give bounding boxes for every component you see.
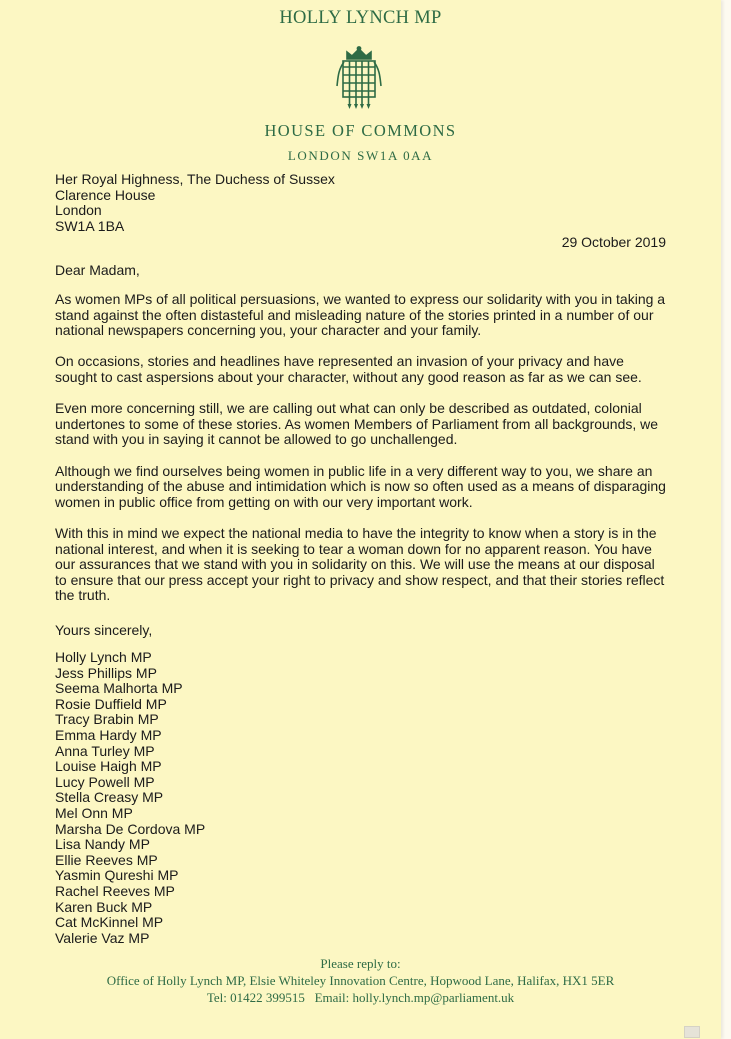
signatory: Ellie Reeves MP	[55, 851, 158, 868]
signatory-list	[55, 650, 205, 946]
letter-footer	[0, 955, 721, 1006]
signatory: Lucy Powell MP	[55, 773, 155, 790]
signatory: Holly Lynch MP	[55, 649, 152, 665]
signatory: Tracy Brabin MP	[55, 711, 159, 728]
salutation: Dear Madam,	[55, 262, 140, 278]
letterhead-house: HOUSE OF COMMONS	[264, 121, 457, 140]
signatory: Seema Malhorta MP	[55, 680, 183, 697]
signatory: Cat McKinnel MP	[55, 914, 164, 931]
signatory: Anna Turley MP	[55, 742, 155, 759]
letter-body	[55, 292, 669, 619]
body-paragraph: Although we find ourselves being women in public life in a very different way to you, we share an understanding of the abuse and intimidation which is now so often used as a means of disparaging women in public office from getting on with our very important work.	[55, 462, 666, 510]
signatory: Marsha De Cordova MP	[55, 820, 206, 837]
reply-label: Please reply to:	[320, 956, 401, 971]
signatory: Lisa Nandy MP	[55, 836, 150, 853]
body-paragraph: On occasions, stories and headlines have represented an invasion of your privacy and have sought to cast aspersions about your character, without any good reason as far as we can see.	[55, 353, 642, 385]
closing: Yours sincerely,	[55, 622, 153, 638]
letterhead-mp-name: HOLLY LYNCH MP	[279, 8, 442, 28]
signatory: Valerie Vaz MP	[55, 929, 150, 946]
signatory: Emma Hardy MP	[55, 726, 162, 743]
signatory: Louise Haigh MP	[55, 758, 162, 775]
body-paragraph: Even more concerning still, we are calling out what can only be described as outdated, colonial undertones to some of these stories. As women Members of Parliament from all backgrounds, we stand with you in saying it cannot be allowed to go unchallenged.	[55, 400, 659, 448]
body-paragraph: As women MPs of all political persuasions, we wanted to express our solidarity with you in taking a stand against the often distasteful and misleading nature of the stories printed in a number of our national newspapers concerning you, your character and your family.	[55, 291, 666, 339]
recipient-line: Her Royal Highness, The Duchess of Sussex	[55, 171, 335, 187]
letterhead-address: LONDON SW1A 0AA	[287, 148, 434, 163]
recipient-line: London	[55, 202, 102, 219]
letter-date: 29 October 2019	[561, 234, 666, 250]
signatory: Yasmin Qureshi MP	[55, 867, 179, 884]
signatory: Karen Buck MP	[55, 898, 153, 915]
signatory: Jess Phillips MP	[55, 664, 157, 681]
page-corner-mark	[684, 1026, 700, 1038]
contact-details: Tel: 01422 399515 Email: holly.lynch.mp@parliament.uk	[206, 990, 515, 1005]
recipient-address	[55, 172, 335, 234]
office-address: Office of Holly Lynch MP, Elsie Whiteley Innovation Centre, Hopwood Lane, Halifax, HX1 5ER	[106, 973, 615, 988]
portcullis-icon	[334, 46, 384, 110]
signatory: Rosie Duffield MP	[55, 695, 167, 712]
signatory: Stella Creasy MP	[55, 789, 164, 806]
recipient-line: SW1A 1BA	[55, 217, 125, 234]
body-paragraph: With this in mind we expect the national media to have the integrity to know when a story is in the national interest, and when it is seeking to tear a woman down for no apparent reason. You have our assurances that we stand with you in solidarity on this. We will use the means at our disposal to ensure that our press accept your right to privacy and show respect, and that their stories reflect the truth.	[55, 524, 665, 604]
signatory: Rachel Reeves MP	[55, 882, 175, 899]
signatory: Mel Onn MP	[55, 804, 133, 821]
recipient-line: Clarence House	[55, 186, 156, 203]
